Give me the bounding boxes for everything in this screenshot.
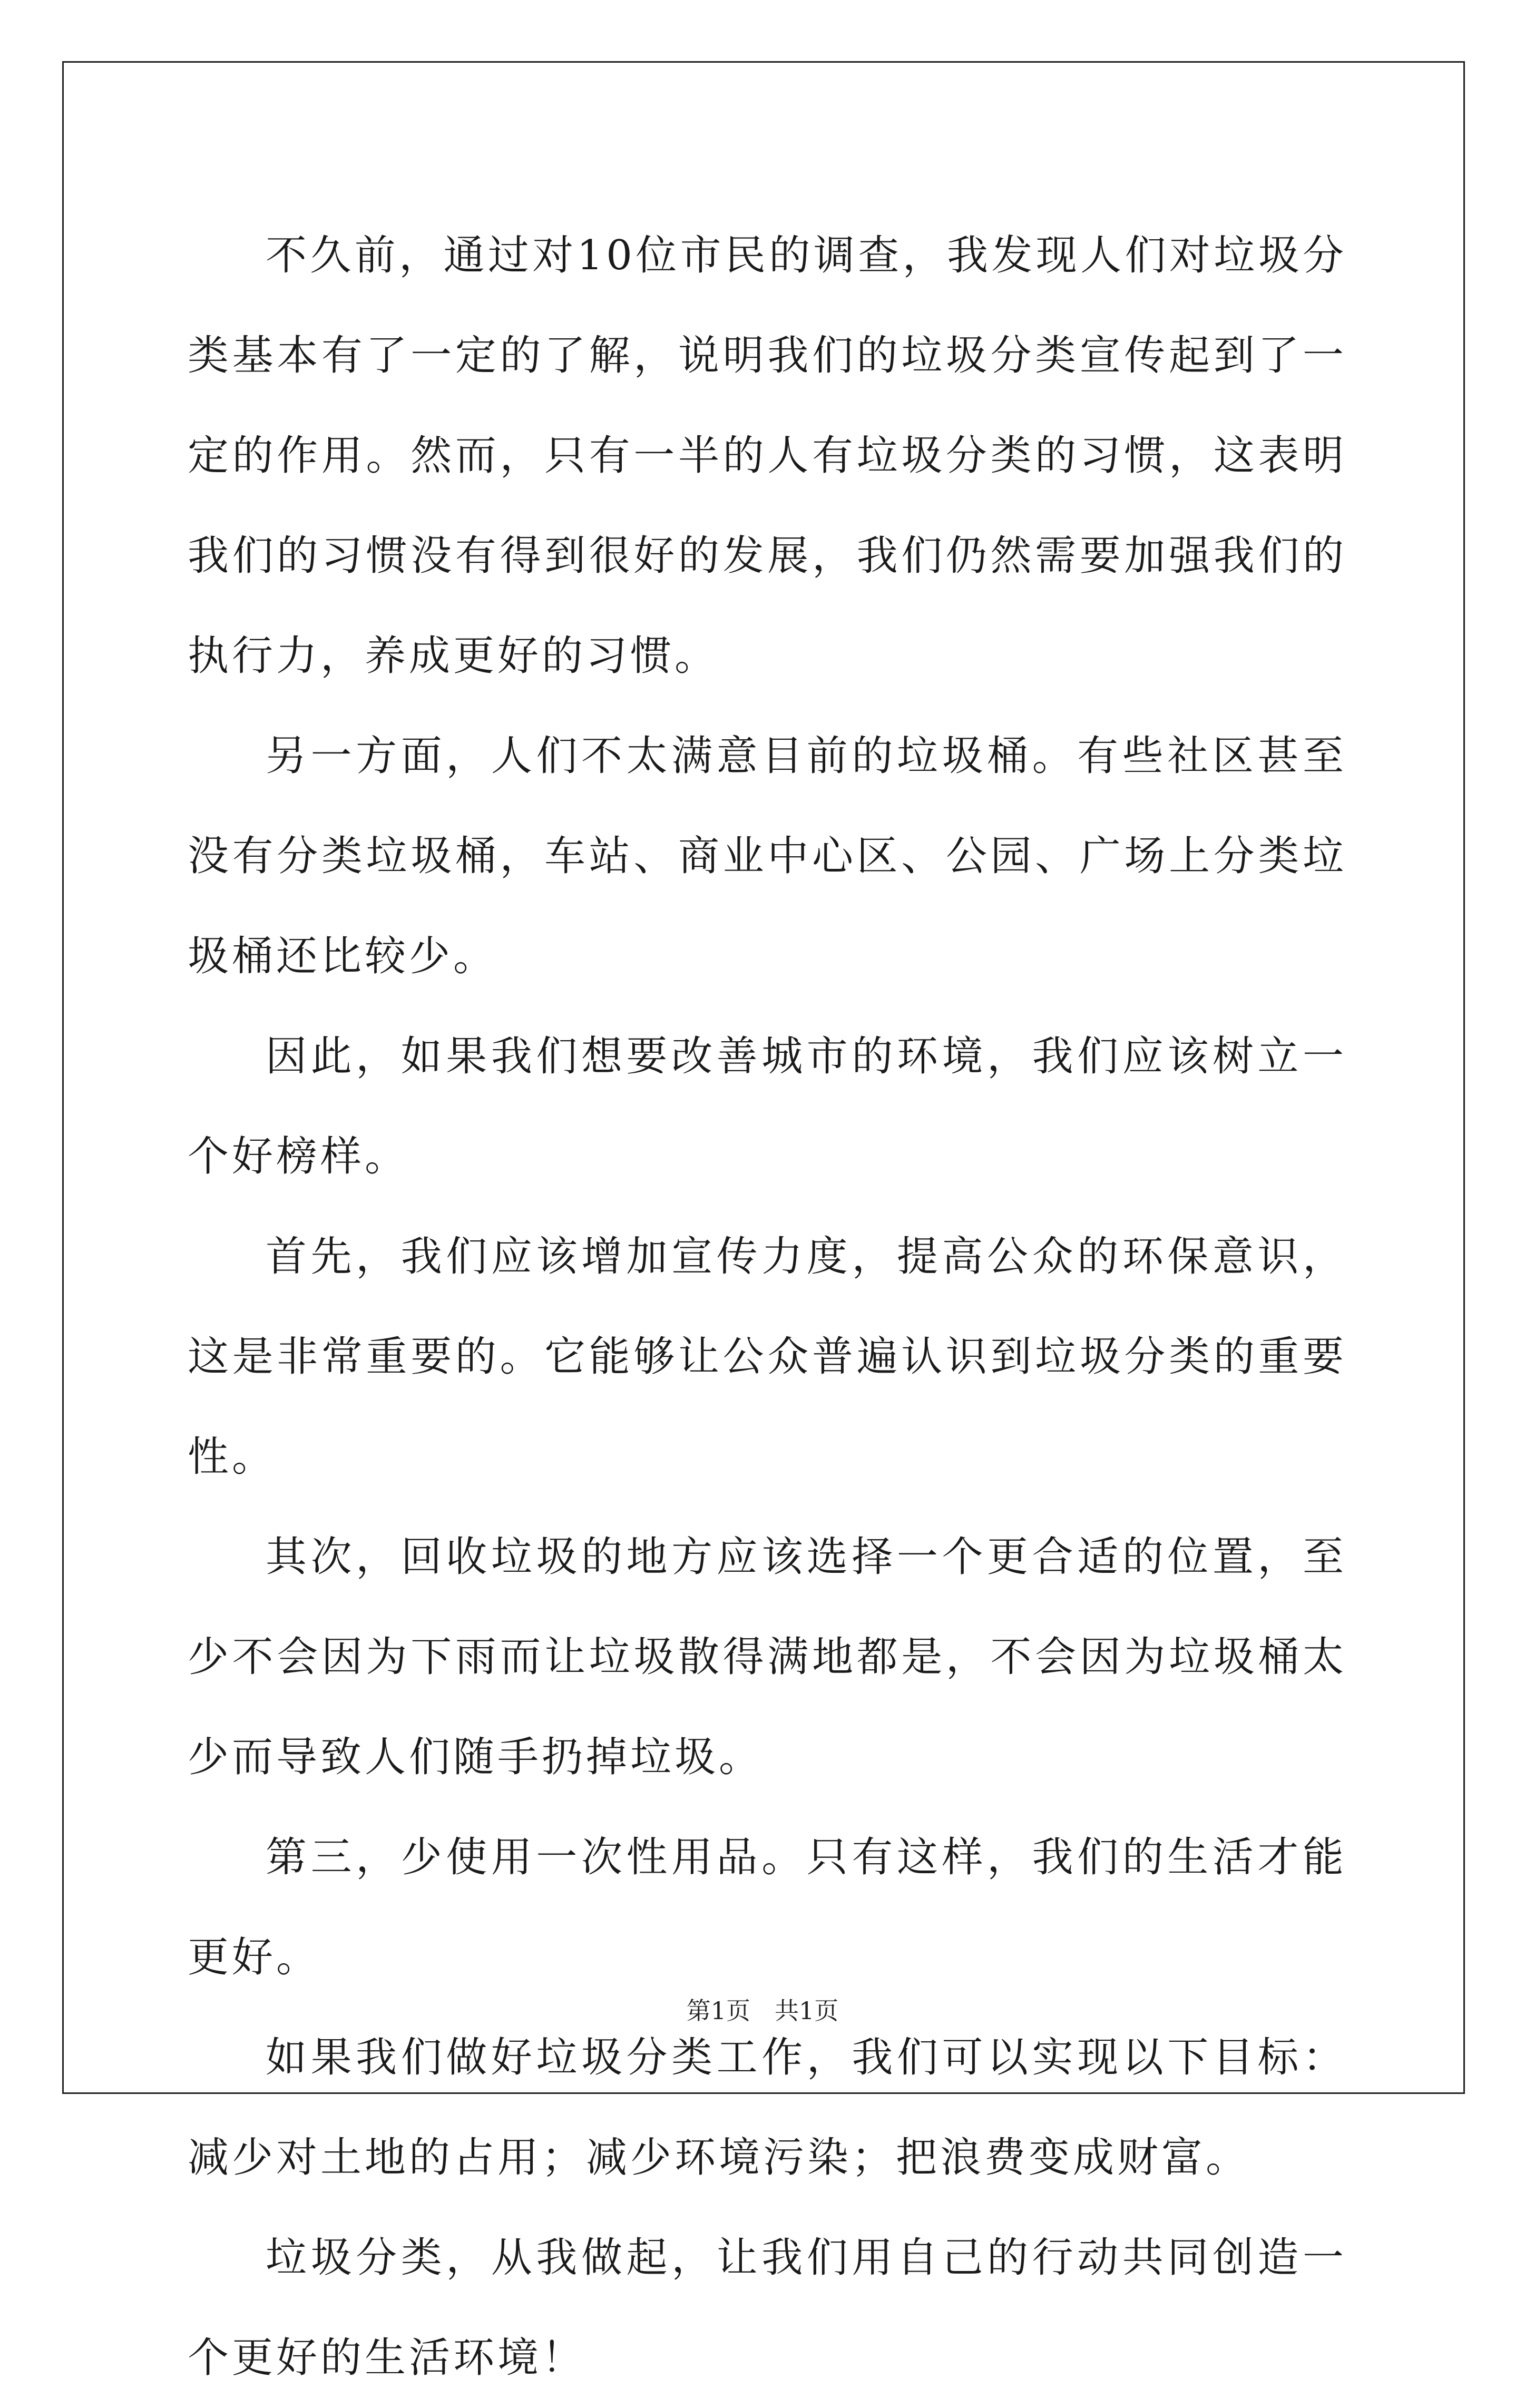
paragraph: 其次，回收垃圾的地方应该选择一个更合适的位置，至少不会因为下雨而让垃圾散得满地都是，不会因为垃圾桶太少而导致人们随手扔掉垃圾。 bbox=[188, 1533, 1347, 1781]
paragraph: 首先，我们应该增加宣传力度，提高公众的环保意识，这是非常重要的。它能够让公众普遍认识到垃圾分类的重要性。 bbox=[188, 1233, 1347, 1481]
paragraph: 不久前，通过对10位市民的调查，我发现人们对垃圾分类基本有了一定的了解，说明我们的垃圾分类宣传起到了一定的作用。然而，只有一半的人有垃圾分类的习惯，这表明我们的习惯没有得到很好的发展，我们仍然需要加强我们的执行力，养成更好的习惯。 bbox=[188, 232, 1347, 680]
paragraph: 如果我们做好垃圾分类工作，我们可以实现以下目标：减少对土地的占用；减少环境污染；把浪费变成财富。 bbox=[188, 2034, 1347, 2181]
paragraph: 垃圾分类，从我做起，让我们用自己的行动共同创造一个更好的生活环境！ bbox=[188, 2234, 1347, 2382]
paragraph: 因此，如果我们想要改善城市的环境，我们应该树立一个好榜样。 bbox=[188, 1033, 1347, 1180]
paragraph: 第三，少使用一次性用品。只有这样，我们的生活才能更好。 bbox=[188, 1834, 1347, 1981]
document-body bbox=[188, 205, 1347, 2408]
paragraph: 另一方面，人们不太满意目前的垃圾桶。有些社区甚至没有分类垃圾桶，车站、商业中心区、公园、广场上分类垃圾桶还比较少。 bbox=[188, 732, 1347, 980]
page-number-footer: 第1页 共1页 bbox=[686, 1996, 839, 2025]
